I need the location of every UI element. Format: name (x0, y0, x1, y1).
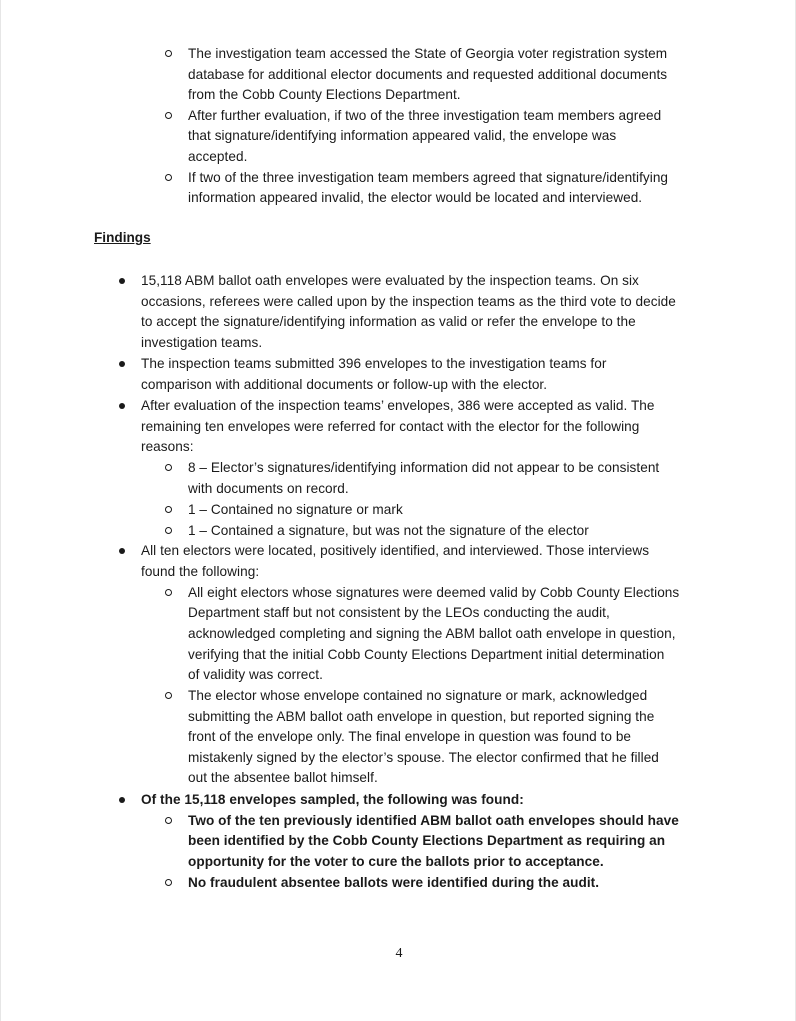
bullet-icon (119, 548, 125, 554)
text-line: remaining ten envelopes were referred for contact with the elector for the following (141, 419, 640, 434)
text-line: out the absentee ballot himself. (188, 770, 378, 785)
text-line: with documents on record. (188, 481, 349, 496)
text-line: 15,118 ABM ballot oath envelopes were evaluated by the inspection teams. On six (141, 273, 639, 288)
text-line: If two of the three investigation team members agreed that signature/identifying (188, 170, 669, 185)
text-line: The elector whose envelope contained no signature or mark, acknowledged (188, 688, 648, 703)
text-line: reasons: (141, 439, 194, 454)
text-line: Department staff but not consistent by the LEOs conducting the audit, (188, 605, 610, 620)
text-line: found the following: (141, 564, 260, 579)
text-line: opportunity for the voter to cure the ballots prior to acceptance. (188, 854, 604, 869)
text-line: 1 – Contained a signature, but was not the signature of the elector (188, 523, 589, 538)
text-line: been identified by the Cobb County Elections Department as requiring an (188, 833, 666, 848)
text-line: of validity was correct. (188, 667, 323, 682)
sub-bullet-icon (165, 506, 172, 513)
bullet-icon (119, 403, 125, 409)
sub-bullet-icon (165, 50, 172, 57)
text-line: accepted. (188, 149, 248, 164)
bullet-icon (119, 797, 125, 803)
sub-bullet-icon (165, 879, 172, 886)
text-line: acknowledged completing and signing the ABM ballot oath envelope in question, (188, 626, 676, 641)
text-line: investigation teams. (141, 335, 263, 350)
text-line: occasions, referees were called upon by the inspection teams as the third vote to decide (141, 294, 676, 309)
text-line: that signature/identifying information appeared valid, the envelope was (188, 128, 617, 143)
sub-bullet-icon (165, 112, 172, 119)
text-line: 1 – Contained no signature or mark (188, 502, 403, 517)
text-line: verifying that the initial Cobb County Elections Department initial determination (188, 647, 665, 662)
text-line: The investigation team accessed the State of Georgia voter registration system (188, 46, 668, 61)
text-line: from the Cobb County Elections Department. (188, 87, 461, 102)
section-heading: Findings (94, 230, 151, 245)
text-line: mistakenly signed by the elector’s spouse. The elector confirmed that he filled (188, 750, 659, 765)
sub-bullet-icon (165, 692, 172, 699)
text-line: After further evaluation, if two of the three investigation team members agreed (188, 108, 662, 123)
page-number: 4 (395, 946, 403, 961)
sub-bullet-icon (165, 464, 172, 471)
text-line: submitting the ABM ballot oath envelope in question, but reported signing the (188, 709, 655, 724)
text-line: 8 – Elector’s signatures/identifying information did not appear to be consistent (188, 460, 660, 475)
text-line: Two of the ten previously identified ABM ballot oath envelopes should have (188, 813, 679, 828)
sub-bullet-icon (165, 527, 172, 534)
sub-bullet-icon (165, 589, 172, 596)
text-line: front of the envelope only. The final envelope in question was found to be (188, 729, 632, 744)
text-line: No fraudulent absentee ballots were identified during the audit. (188, 875, 600, 890)
sub-bullet-icon (165, 817, 172, 824)
bullet-icon (119, 278, 125, 284)
text-line: to accept the signature/identifying information as valid or refer the envelope to the (141, 314, 636, 329)
text-line: After evaluation of the inspection teams’ envelopes, 386 were accepted as valid. The (141, 398, 655, 413)
text-line: Of the 15,118 envelopes sampled, the following was found: (141, 792, 524, 807)
text-line: All eight electors whose signatures were deemed valid by Cobb County Elections (188, 585, 680, 600)
text-line: The inspection teams submitted 396 envelopes to the investigation teams for (141, 356, 607, 371)
text-line: information appeared invalid, the elector would be located and interviewed. (188, 190, 643, 205)
text-line: database for additional elector documents and requested additional documents (188, 67, 668, 82)
text-line: comparison with additional documents or follow-up with the elector. (141, 377, 548, 392)
bullet-icon (119, 361, 125, 367)
text-line: All ten electors were located, positively identified, and interviewed. Those interviews (141, 543, 650, 558)
sub-bullet-icon (165, 174, 172, 181)
